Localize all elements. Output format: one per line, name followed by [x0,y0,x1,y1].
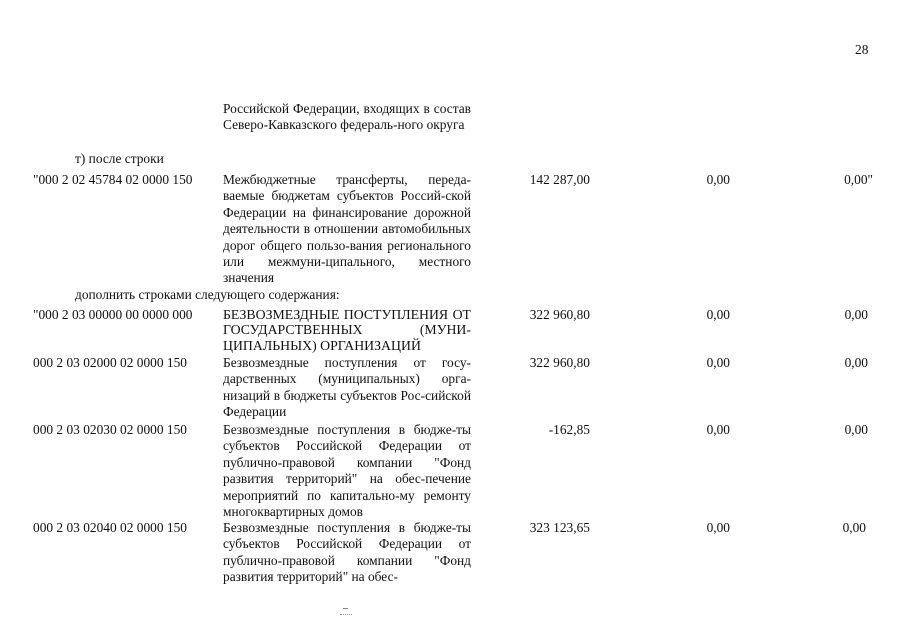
row-code: 000 2 03 02030 02 0000 150 [33,422,187,437]
instruction-add-rows: дополнить строками следующего содержания: [75,287,340,302]
row-description: Межбюджетные трансферты, переда-ваемые бюджетам субъектов Россий-ской Федерации на финансирование дорожной деятельности в отношении автомобильных дорог общего пользо-вания регионального или межмуни-ципального, местного значения [223,172,471,286]
scan-artifact [340,614,352,616]
row-value-1: 322 960,80 [529,307,590,322]
row-description: Безвозмездные поступления от госу-дарственных (муниципальных) орга-низаций в бюджеты субъектов Рос-сийской Федерации [223,355,471,420]
row-value-2: 0,00 [706,307,730,322]
row-value-3: 0,00 [844,307,868,322]
row-value-2: 0,00 [706,520,730,535]
row-code: 000 2 03 02000 02 0000 150 [33,355,187,370]
row-value-3: 0,00 [844,355,868,370]
row-value-2: 0,00 [706,422,730,437]
row-code: 000 2 03 02040 02 0000 150 [33,520,187,535]
row-value-2: 0,00 [706,355,730,370]
row-value-3: 0,00" [844,172,873,187]
row-description: БЕЗВОЗМЕЗДНЫЕ ПОСТУПЛЕНИЯ ОТ ГОСУДАРСТВЕННЫХ (МУНИ-ЦИПАЛЬНЫХ) ОРГАНИЗАЦИЙ [223,307,471,353]
row-code: "000 2 02 45784 02 0000 150 [33,172,193,187]
row-code: "000 2 03 00000 00 0000 000 [33,307,193,322]
row-value-1: 142 287,00 [529,172,590,187]
page-number: 28 [855,42,869,57]
row-value-2: 0,00 [706,172,730,187]
row-description: Безвозмездные поступления в бюдже-ты субъектов Российской Федерации от публично-правовой компании "Фонд развития территорий" на обес-печение мероприятий по капитально-му ремонту многоквартирных домов [223,422,471,520]
row-value-1: 323 123,65 [529,520,590,535]
row-value-1: 322 960,80 [529,355,590,370]
instruction-after-row: т) после строки [75,151,164,166]
row-value-3: 0,00 [844,422,868,437]
scan-artifact [343,608,348,611]
row-description: Безвозмездные поступления в бюдже-ты субъектов Российской Федерации от публично-правовой компании "Фонд развития территорий" на обес- [223,520,471,585]
row-value-3: 0,00 [842,520,866,535]
continued-description: Российской Федерации, входящих в состав Северо-Кавказского федераль-ного округа [223,101,471,133]
row-value-1: -162,85 [548,422,590,437]
